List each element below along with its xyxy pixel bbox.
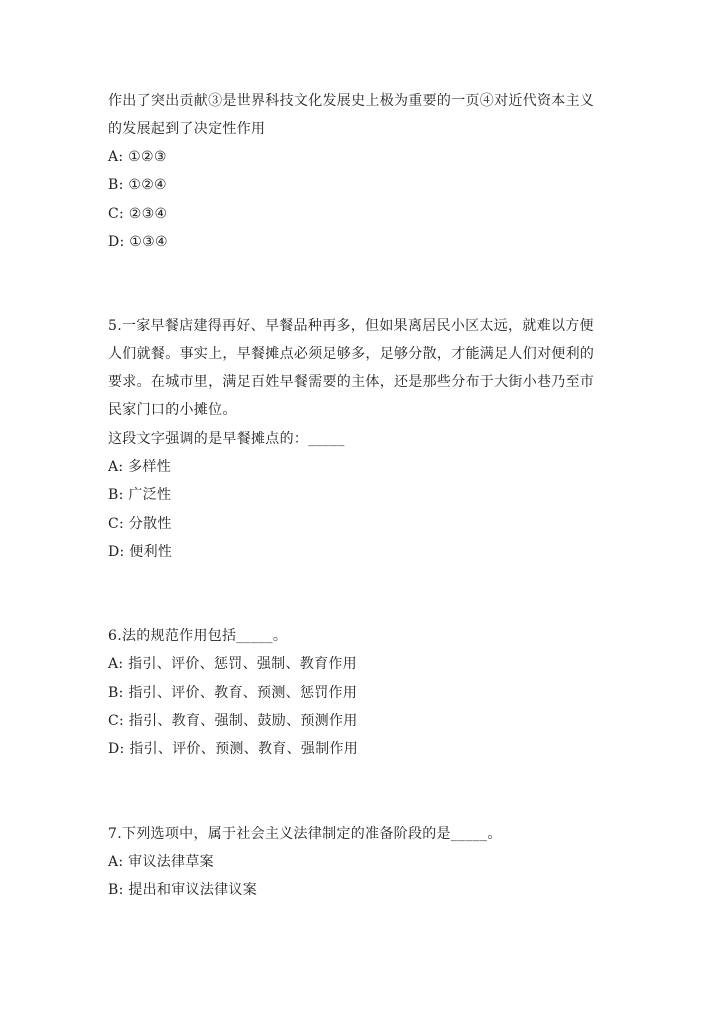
- q5-option-c: C: 分散性: [108, 516, 172, 532]
- q4-stem-line-1: 作出了突出贡献③是世界科技文化发展史上极为重要的一页④对近代资本主义: [108, 93, 595, 109]
- q7-option-b: B: 提出和审议法律议案: [108, 882, 258, 898]
- q7-stem: 7.下列选项中，属于社会主义法律制定的准备阶段的是_____。: [108, 826, 502, 842]
- q5-option-d: D: 便利性: [108, 544, 173, 560]
- q5-stem-line-3: 要求。在城市里，满足百姓早餐需要的主体，还是那些分布于大街小巷乃至市: [108, 374, 595, 390]
- q5-option-b: B: 广泛性: [108, 487, 172, 503]
- q4-stem-line-2: 的发展起到了决定性作用: [108, 121, 266, 137]
- q4-option-d: D: ①③④: [108, 234, 168, 250]
- q7-option-a: A: 审议法律草案: [108, 854, 214, 870]
- q5-stem-line-4: 民家门口的小摊位。: [108, 402, 237, 418]
- q4-option-b: B: ①②④: [108, 177, 167, 193]
- q5-question: 这段文字强调的是早餐摊点的：_____: [108, 431, 345, 447]
- q6-stem: 6.法的规范作用包括_____。: [108, 628, 288, 644]
- q6-option-a: A: 指引、评价、惩罚、强制、教育作用: [108, 656, 357, 672]
- q4-option-c: C: ②③④: [108, 206, 168, 222]
- q6-option-b: B: 指引、评价、教育、预测、惩罚作用: [108, 685, 358, 701]
- q5-stem-line-2: 人们就餐。事实上，早餐摊点必须足够多，足够分散，才能满足人们对便利的: [108, 346, 595, 362]
- q4-option-a: A: ①②③: [108, 149, 167, 165]
- q6-option-d: D: 指引、评价、预测、教育、强制作用: [108, 741, 359, 757]
- q6-option-c: C: 指引、教育、强制、鼓励、预测作用: [108, 713, 358, 729]
- q5-option-a: A: 多样性: [108, 459, 172, 475]
- q5-stem-line-1: 5.一家早餐店建得再好、早餐品种再多，但如果离居民小区太远，就难以方便: [108, 318, 594, 334]
